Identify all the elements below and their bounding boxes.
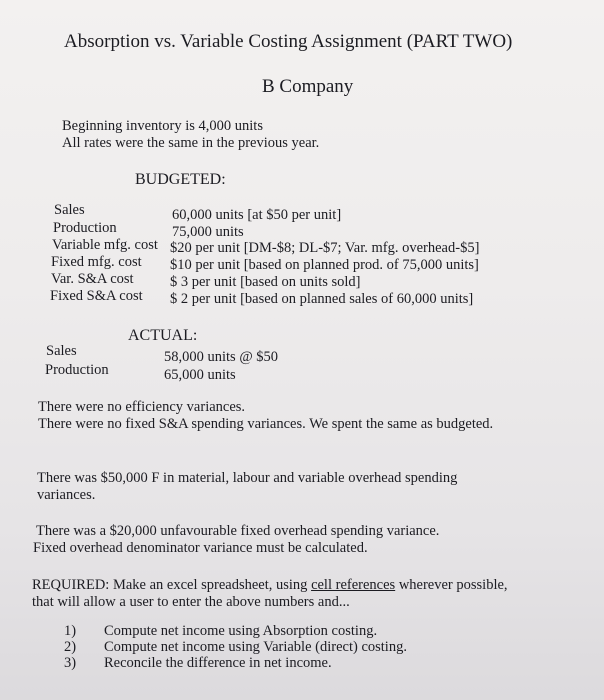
budgeted-label-fixed-mfg: Fixed mfg. cost — [51, 254, 142, 270]
actual-value-sales: 58,000 units @ $50 — [164, 349, 279, 365]
efficiency-note: There were no efficiency variances. — [38, 399, 246, 415]
required-paragraph — [32, 577, 512, 611]
rates-note-text: All rates were the same in the previous year. — [62, 135, 320, 151]
budgeted-heading: BUDGETED: — [135, 171, 226, 188]
actual-label-production: Production — [45, 362, 109, 378]
budgeted-value-fixed-sa: $ 2 per unit [based on planned sales of 60,000 units] — [170, 291, 474, 307]
spending-variance-note: There was $50,000 F in material, labour and variable overhead spending variances. — [37, 470, 458, 503]
budgeted-value-variable-mfg: $20 per unit [DM-$8; DL-$7; Var. mfg. overhead-$5] — [170, 240, 480, 256]
budgeted-label-production: Production — [53, 220, 117, 236]
document-title: Absorption vs. Variable Costing Assignment (PART TWO) — [64, 31, 513, 52]
list-item-number: 2) — [64, 639, 77, 655]
budgeted-value-var-sa: $ 3 per unit [based on units sold] — [170, 274, 361, 290]
budgeted-value-production: 75,000 units — [172, 224, 244, 240]
required-suffix: wherever possible, that will allow a user to enter the above numbers and... — [32, 577, 508, 610]
list-item — [64, 639, 407, 655]
list-item-text: Compute net income using Variable (direct) costing. — [104, 639, 407, 655]
fixed-overhead-note: There was a $20,000 unfavourable fixed overhead spending variance. — [36, 523, 440, 539]
budgeted-label-sales: Sales — [54, 202, 85, 218]
list-item-text: Reconcile the difference in net income. — [104, 655, 332, 671]
list-item-text: Compute net income using Absorption costing. — [104, 623, 378, 639]
budgeted-value-sales: 60,000 units [at $50 per unit] — [172, 207, 342, 223]
list-item — [64, 623, 407, 639]
budgeted-value-fixed-mfg: $10 per unit [based on planned prod. of 75,000 units] — [170, 257, 479, 273]
actual-label-sales: Sales — [46, 343, 77, 359]
list-item-number: 3) — [64, 655, 77, 671]
fixed-sa-note: There were no fixed S&A spending variances. We spent the same as budgeted. — [38, 416, 494, 432]
list-item-number: 1) — [64, 623, 77, 639]
beginning-inventory-text: Beginning inventory is 4,000 units — [62, 118, 263, 134]
cell-references-text: cell references — [311, 577, 396, 593]
required-list — [64, 623, 407, 671]
actual-value-production: 65,000 units — [164, 367, 236, 383]
company-name: B Company — [262, 76, 354, 97]
budgeted-label-var-sa: Var. S&A cost — [51, 271, 134, 287]
list-item — [64, 655, 407, 671]
required-prefix: REQUIRED: Make an excel spreadsheet, using — [32, 577, 312, 593]
budgeted-label-variable-mfg: Variable mfg. cost — [52, 237, 158, 253]
budgeted-label-fixed-sa: Fixed S&A cost — [50, 288, 143, 304]
actual-heading: ACTUAL: — [128, 327, 198, 344]
denominator-variance-note: Fixed overhead denominator variance must be calculated. — [33, 540, 368, 556]
